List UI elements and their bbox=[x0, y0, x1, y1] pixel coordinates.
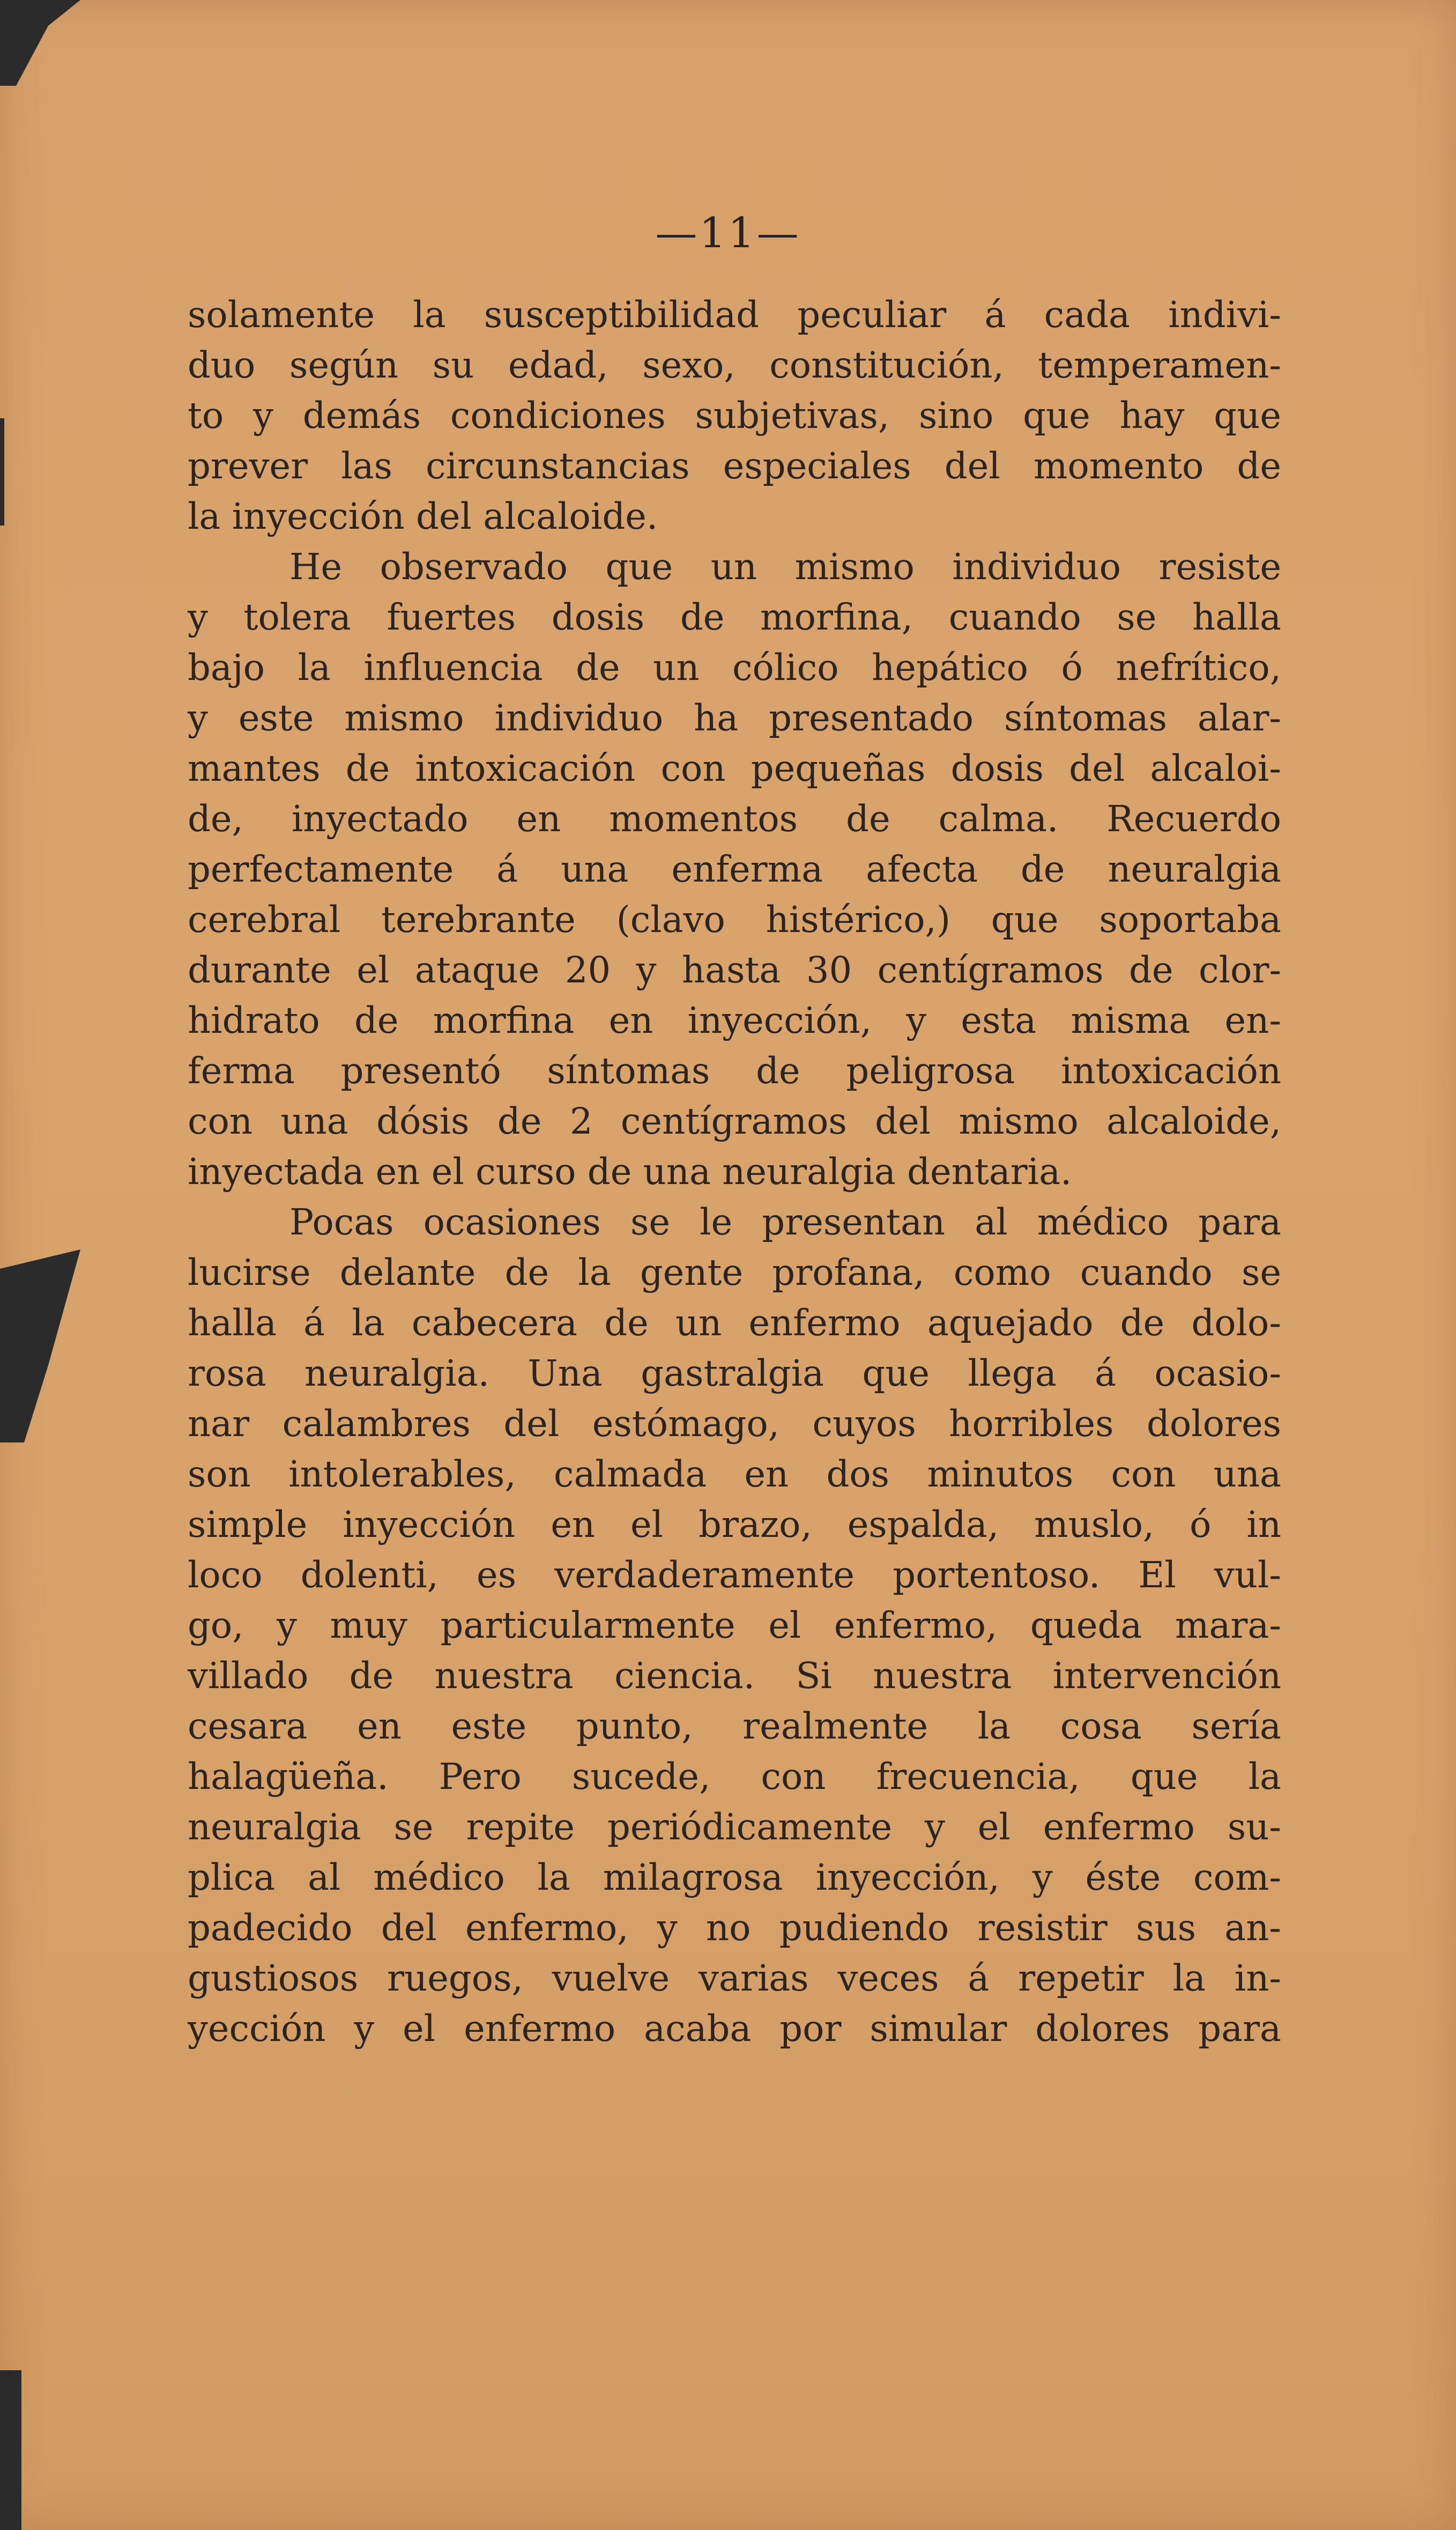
text-line: con una dósis de 2 centígramos del mismo alcaloide, bbox=[188, 1100, 1281, 1142]
text-line: mantes de intoxicación con pequeñas dosis del alcaloi- bbox=[188, 748, 1281, 789]
text-line: go, y muy particularmente el enfermo, queda mara- bbox=[188, 1604, 1281, 1646]
text-line: bajo la influencia de un cólico hepático ó nefrítico, bbox=[188, 647, 1281, 689]
text-line: y este mismo individuo ha presentado síntomas alar- bbox=[188, 697, 1281, 739]
text-line: to y demás condiciones subjetivas, sino que hay que bbox=[188, 395, 1281, 437]
text-line: durante el ataque 20 y hasta 30 centígramos de clor- bbox=[188, 949, 1281, 991]
text-line: de, inyectado en momentos de calma. Recuerdo bbox=[188, 798, 1281, 840]
text-line: solamente la susceptibilidad peculiar á cada indivi- bbox=[188, 294, 1281, 336]
text-line: y tolera fuertes dosis de morfina, cuando se halla bbox=[188, 596, 1281, 638]
text-line: halagüeña. Pero sucede, con frecuencia, que la bbox=[188, 1756, 1281, 1797]
text-line: nar calambres del estómago, cuyos horribles dolores bbox=[188, 1403, 1281, 1445]
text-line: plica al médico la milagrosa inyección, y éste com- bbox=[188, 1856, 1281, 1898]
text-line: simple inyección en el brazo, espalda, muslo, ó in bbox=[188, 1504, 1281, 1545]
scan-background-corner bbox=[0, 0, 80, 86]
text-line: halla á la cabecera de un enfermo aquejado de dolo- bbox=[188, 1302, 1281, 1344]
text-line: rosa neuralgia. Una gastralgia que llega á ocasio- bbox=[188, 1352, 1281, 1394]
scan-background-edge bbox=[0, 418, 4, 526]
text-line: ferma presentó síntomas de peligrosa intoxicación bbox=[188, 1050, 1281, 1092]
text-line: perfectamente á una enferma afecta de neuralgia bbox=[188, 848, 1281, 890]
text-line: He observado que un mismo individuo resiste bbox=[289, 546, 1281, 588]
text-line: Pocas ocasiones se le presentan al médico para bbox=[289, 1201, 1281, 1243]
text-line: villado de nuestra ciencia. Si nuestra intervención bbox=[188, 1655, 1281, 1697]
text-line: lucirse delante de la gente profana, como cuando se bbox=[188, 1252, 1281, 1293]
body-text bbox=[188, 290, 1281, 2054]
page-number: —11— bbox=[655, 209, 801, 257]
text-line: prever las circunstancias especiales del momento de bbox=[188, 445, 1281, 487]
scan-background-edge bbox=[0, 1249, 80, 1442]
text-line: loco dolenti, es verdaderamente portentoso. El vul- bbox=[188, 1554, 1281, 1596]
text-line: la inyección del alcaloide. bbox=[188, 495, 658, 537]
text-line: hidrato de morfina en inyección, y esta misma en- bbox=[188, 1000, 1281, 1041]
text-line: yección y el enfermo acaba por simular dolores para bbox=[188, 2008, 1281, 2050]
text-line: son intolerables, calmada en dos minutos con una bbox=[188, 1453, 1281, 1495]
text-line: neuralgia se repite periódicamente y el enfermo su- bbox=[188, 1806, 1281, 1848]
text-line: padecido del enfermo, y no pudiendo resistir sus an- bbox=[188, 1907, 1281, 1949]
text-line: gustiosos ruegos, vuelve varias veces á repetir la in- bbox=[188, 1957, 1281, 1999]
text-line: cerebral terebrante (clavo histérico,) que soportaba bbox=[188, 899, 1281, 941]
text-line: cesara en este punto, realmente la cosa sería bbox=[188, 1705, 1281, 1747]
scan-background-edge bbox=[0, 2370, 21, 2530]
text-line: inyectada en el curso de una neuralgia dentaria. bbox=[188, 1151, 1072, 1193]
text-line: duo según su edad, sexo, constitución, temperamen- bbox=[188, 344, 1281, 386]
